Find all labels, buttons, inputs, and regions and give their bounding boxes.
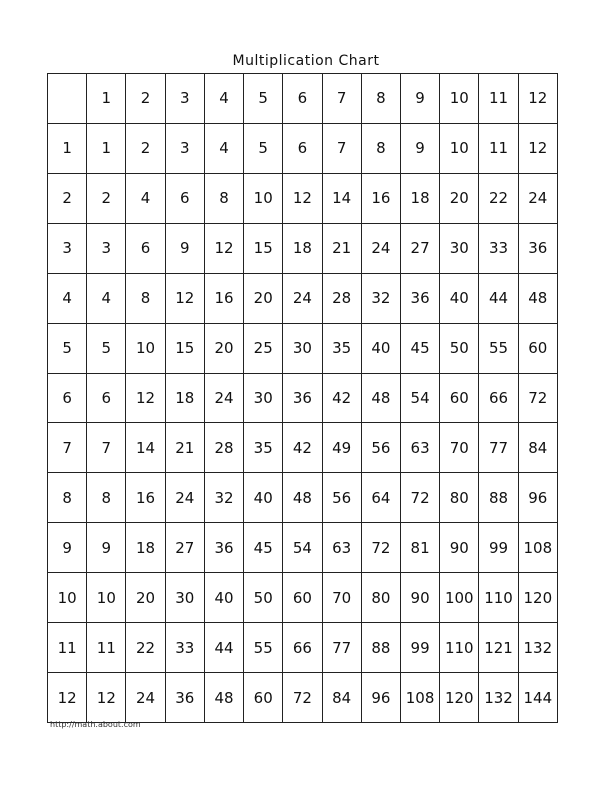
column-header: 7 [322,74,361,124]
column-header: 2 [126,74,165,124]
product-cell: 121 [479,623,518,673]
product-cell: 72 [400,473,439,523]
product-cell: 33 [479,223,518,273]
product-cell: 90 [440,523,479,573]
column-header: 10 [440,74,479,124]
product-cell: 35 [244,423,283,473]
product-cell: 20 [440,173,479,223]
product-cell: 3 [165,123,204,173]
product-cell: 8 [204,173,243,223]
product-cell: 50 [440,323,479,373]
row-header: 2 [48,173,87,223]
multiplication-table [47,73,558,723]
product-cell: 48 [204,673,243,723]
product-cell: 40 [204,573,243,623]
column-header: 11 [479,74,518,124]
product-cell: 14 [126,423,165,473]
product-cell: 63 [322,523,361,573]
product-cell: 77 [322,623,361,673]
product-cell: 12 [204,223,243,273]
header-row [48,74,558,124]
product-cell: 80 [361,573,400,623]
product-cell: 96 [518,473,557,523]
product-cell: 5 [244,123,283,173]
column-header: 6 [283,74,322,124]
product-cell: 20 [204,323,243,373]
product-cell: 10 [87,573,126,623]
product-cell: 14 [322,173,361,223]
product-cell: 77 [479,423,518,473]
product-cell: 55 [479,323,518,373]
column-header: 8 [361,74,400,124]
product-cell: 66 [479,373,518,423]
column-header: 5 [244,74,283,124]
row-header: 1 [48,123,87,173]
product-cell: 30 [283,323,322,373]
product-cell: 16 [361,173,400,223]
row-header: 6 [48,373,87,423]
product-cell: 2 [126,123,165,173]
table-row [48,373,558,423]
product-cell: 12 [126,373,165,423]
product-cell: 72 [283,673,322,723]
product-cell: 2 [87,173,126,223]
product-cell: 35 [322,323,361,373]
product-cell: 30 [165,573,204,623]
product-cell: 7 [87,423,126,473]
row-header: 4 [48,273,87,323]
product-cell: 99 [479,523,518,573]
product-cell: 36 [518,223,557,273]
product-cell: 48 [518,273,557,323]
product-cell: 80 [440,473,479,523]
product-cell: 11 [87,623,126,673]
product-cell: 6 [87,373,126,423]
table-row [48,223,558,273]
product-cell: 27 [400,223,439,273]
product-cell: 120 [518,573,557,623]
table-row [48,323,558,373]
page-title: Multiplication Chart [232,53,380,69]
product-cell: 60 [283,573,322,623]
table-row [48,273,558,323]
product-cell: 84 [518,423,557,473]
product-cell: 110 [479,573,518,623]
product-cell: 12 [283,173,322,223]
product-cell: 72 [361,523,400,573]
product-cell: 16 [126,473,165,523]
product-cell: 56 [361,423,400,473]
product-cell: 3 [87,223,126,273]
product-cell: 54 [400,373,439,423]
row-header: 5 [48,323,87,373]
product-cell: 100 [440,573,479,623]
product-cell: 7 [322,123,361,173]
product-cell: 30 [244,373,283,423]
product-cell: 30 [440,223,479,273]
row-header: 11 [48,623,87,673]
product-cell: 55 [244,623,283,673]
table-row [48,423,558,473]
product-cell: 18 [283,223,322,273]
product-cell: 27 [165,523,204,573]
corner-cell [48,74,87,124]
product-cell: 32 [204,473,243,523]
product-cell: 28 [322,273,361,323]
product-cell: 22 [479,173,518,223]
product-cell: 40 [244,473,283,523]
product-cell: 5 [87,323,126,373]
table-row [48,123,558,173]
table-row [48,573,558,623]
product-cell: 144 [518,673,557,723]
product-cell: 60 [518,323,557,373]
product-cell: 132 [518,623,557,673]
product-cell: 56 [322,473,361,523]
row-header: 9 [48,523,87,573]
product-cell: 8 [126,273,165,323]
product-cell: 63 [400,423,439,473]
product-cell: 4 [87,273,126,323]
product-cell: 96 [361,673,400,723]
row-header: 7 [48,423,87,473]
product-cell: 9 [87,523,126,573]
column-header: 1 [87,74,126,124]
source-url: http://math.about.com [50,720,141,729]
table-row [48,673,558,723]
product-cell: 20 [244,273,283,323]
product-cell: 8 [361,123,400,173]
product-cell: 108 [518,523,557,573]
product-cell: 9 [400,123,439,173]
product-cell: 15 [244,223,283,273]
product-cell: 81 [400,523,439,573]
product-cell: 24 [165,473,204,523]
product-cell: 11 [479,123,518,173]
product-cell: 9 [165,223,204,273]
row-header: 3 [48,223,87,273]
row-header: 10 [48,573,87,623]
product-cell: 6 [283,123,322,173]
product-cell: 88 [361,623,400,673]
product-cell: 45 [400,323,439,373]
product-cell: 44 [479,273,518,323]
product-cell: 36 [400,273,439,323]
product-cell: 12 [87,673,126,723]
product-cell: 70 [322,573,361,623]
product-cell: 108 [400,673,439,723]
product-cell: 33 [165,623,204,673]
product-cell: 48 [283,473,322,523]
row-header: 12 [48,673,87,723]
column-header: 12 [518,74,557,124]
product-cell: 24 [204,373,243,423]
product-cell: 24 [283,273,322,323]
product-cell: 21 [165,423,204,473]
product-cell: 10 [440,123,479,173]
column-header: 4 [204,74,243,124]
table-row [48,473,558,523]
table-row [48,173,558,223]
product-cell: 16 [204,273,243,323]
product-cell: 4 [126,173,165,223]
product-cell: 12 [518,123,557,173]
product-cell: 60 [440,373,479,423]
product-cell: 48 [361,373,400,423]
product-cell: 99 [400,623,439,673]
product-cell: 120 [440,673,479,723]
product-cell: 49 [322,423,361,473]
product-cell: 54 [283,523,322,573]
product-cell: 28 [204,423,243,473]
column-header: 3 [165,74,204,124]
product-cell: 22 [126,623,165,673]
product-cell: 88 [479,473,518,523]
product-cell: 10 [126,323,165,373]
product-cell: 44 [204,623,243,673]
product-cell: 132 [479,673,518,723]
row-header: 8 [48,473,87,523]
product-cell: 50 [244,573,283,623]
product-cell: 42 [283,423,322,473]
product-cell: 110 [440,623,479,673]
product-cell: 36 [165,673,204,723]
product-cell: 36 [283,373,322,423]
product-cell: 24 [126,673,165,723]
product-cell: 15 [165,323,204,373]
product-cell: 40 [361,323,400,373]
product-cell: 42 [322,373,361,423]
product-cell: 45 [244,523,283,573]
product-cell: 20 [126,573,165,623]
product-cell: 21 [322,223,361,273]
product-cell: 1 [87,123,126,173]
product-cell: 12 [165,273,204,323]
product-cell: 6 [126,223,165,273]
product-cell: 8 [87,473,126,523]
product-cell: 18 [126,523,165,573]
product-cell: 24 [518,173,557,223]
product-cell: 36 [204,523,243,573]
product-cell: 64 [361,473,400,523]
product-cell: 32 [361,273,400,323]
product-cell: 6 [165,173,204,223]
table-row [48,623,558,673]
column-header: 9 [400,74,439,124]
product-cell: 90 [400,573,439,623]
product-cell: 24 [361,223,400,273]
product-cell: 10 [244,173,283,223]
product-cell: 4 [204,123,243,173]
product-cell: 18 [400,173,439,223]
product-cell: 40 [440,273,479,323]
product-cell: 72 [518,373,557,423]
table-row [48,523,558,573]
product-cell: 84 [322,673,361,723]
product-cell: 18 [165,373,204,423]
product-cell: 66 [283,623,322,673]
product-cell: 70 [440,423,479,473]
product-cell: 60 [244,673,283,723]
product-cell: 25 [244,323,283,373]
